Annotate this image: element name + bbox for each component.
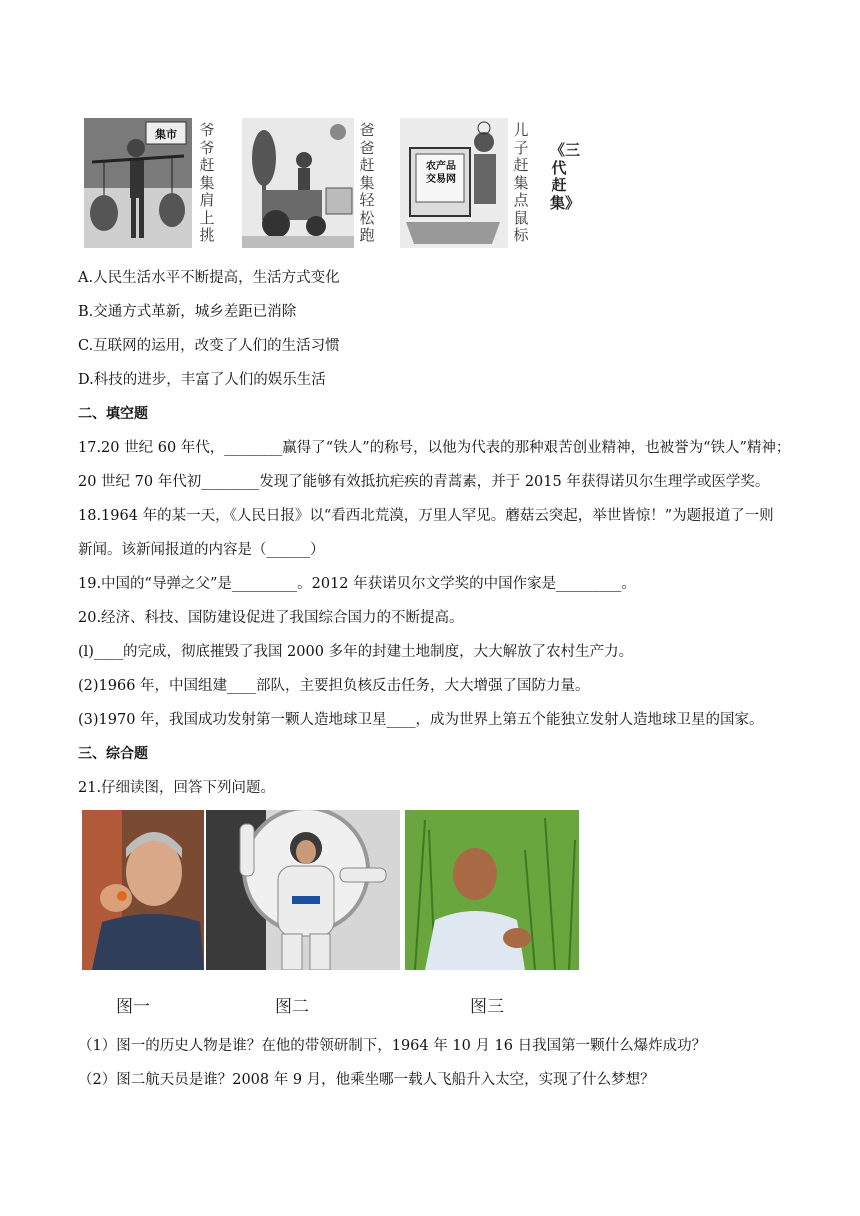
option-c: C.互联网的运用，改变了人们的生活习惯: [78, 338, 340, 354]
cartoon-caption-1: 爷爷赶集肩上挑: [199, 121, 215, 244]
cartoon-panel-father: [242, 118, 354, 248]
option-a: A.人民生活水平不断提高，生活方式变化: [78, 270, 340, 286]
cartoon-title: 《三代赶集》: [550, 141, 581, 212]
market-sign: 集市: [155, 128, 177, 141]
q20-3: (3)1970 年，我国成功发射第一颗人造地球卫星____，成为世界上第五个能独立发射人造地球卫星的国家。: [78, 712, 764, 728]
cartoon-caption-3: 儿子赶集点鼠标: [513, 121, 529, 244]
photo-figure-3: [405, 810, 579, 970]
caption-figure-1: 图一: [116, 997, 150, 1017]
computer-screen-text: 农产品交易网: [426, 161, 456, 185]
cartoon-panel-son: [400, 118, 508, 248]
q21: 21.仔细读图，回答下列问题。: [78, 780, 276, 796]
q18-line-1: 18.1964 年的某一天，《人民日报》以“看西北荒漠，万里人罕见。蘑菇云突起，举世皆惊！”为题报道了一则: [78, 508, 774, 524]
q21-1: （1）图一的历史人物是谁？在他的带领研制下，1964 年 10 月 16 日我国第一颗什么爆炸成功？: [78, 1038, 707, 1054]
q20: 20.经济、科技、国防建设促进了我国综合国力的不断提高。: [78, 610, 464, 626]
q19: 19.中国的“导弹之父”是_________。2012 年获诺贝尔文学奖的中国作家是_________。: [78, 576, 636, 592]
photo-figure-1: [82, 810, 204, 970]
q17-line-1: 17.20 世纪 60 年代，________赢得了“铁人”的称号，以他为代表的那种艰苦创业精神，也被誉为“铁人”精神；: [78, 440, 791, 456]
section-3-title: 三、综合题: [78, 746, 148, 762]
cartoon-caption-2: 爸爸赶集轻松跑: [359, 121, 375, 244]
cartoon-panel-grandpa: [84, 118, 192, 248]
q18-line-2: 新闻。该新闻报道的内容是（______）: [78, 542, 325, 558]
rice-field-scientist-illustration: [405, 810, 579, 970]
q20-2: (2)1966 年，中国组建____部队，主要担负核反击任务，大大增强了国防力量。: [78, 678, 590, 694]
caption-figure-3: 图三: [470, 997, 504, 1017]
astronaut-illustration: [206, 810, 400, 970]
q21-2: （2）图二航天员是谁？2008 年 9 月，他乘坐哪一载人飞船升入太空，实现了什么梦想？: [78, 1072, 655, 1088]
father-tractor-illustration: [242, 118, 354, 248]
option-b: B.交通方式革新，城乡差距已消除: [78, 304, 297, 320]
caption-figure-2: 图二: [275, 997, 309, 1017]
q17-line-2: 20 世纪 70 年代初________发现了能够有效抵抗疟疾的青蒿素，并于 2015 年获得诺贝尔生理学或医学奖。: [78, 474, 770, 490]
portrait-scientist-illustration: [82, 810, 204, 970]
q20-1: (l)____的完成，彻底摧毁了我国 2000 多年的封建土地制度，大大解放了农村生产力。: [78, 644, 634, 660]
photo-figure-2: [206, 810, 400, 970]
section-2-title: 二、填空题: [78, 406, 148, 422]
option-d: D.科技的进步，丰富了人们的娱乐生活: [78, 372, 326, 388]
